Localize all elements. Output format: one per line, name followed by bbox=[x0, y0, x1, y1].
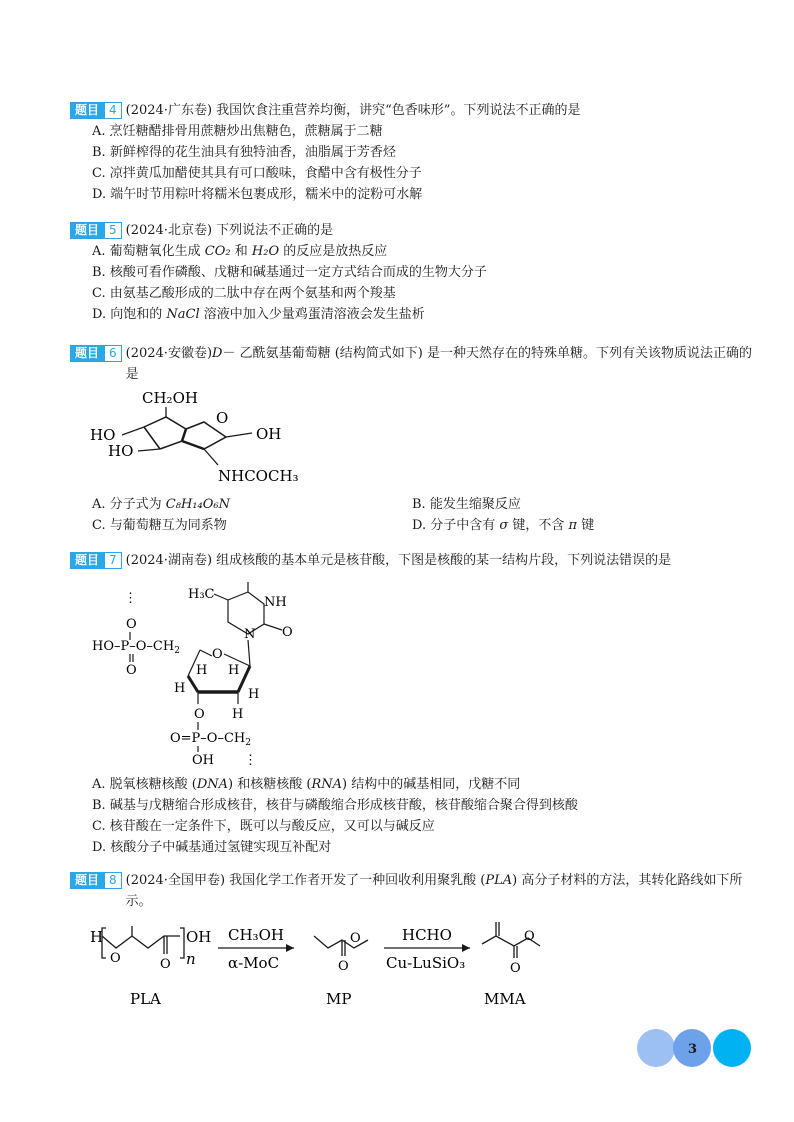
h-label: H bbox=[90, 928, 104, 946]
question-6 bbox=[70, 343, 760, 385]
o-label: O bbox=[126, 617, 137, 632]
o-label: O bbox=[350, 931, 361, 946]
dots-top: ⋮ bbox=[124, 591, 137, 606]
option-c: C. 由氨基乙酸形成的二肽中存在两个氨基和两个羧基 bbox=[92, 286, 396, 301]
o-label: O bbox=[524, 929, 535, 944]
bubble-dark bbox=[713, 1029, 751, 1067]
phosphate-label: $HO-P-O-CH_2$ bbox=[92, 639, 180, 656]
reagent-2: HCHO bbox=[402, 926, 452, 944]
h-label: H bbox=[248, 687, 260, 702]
bond-bold bbox=[188, 676, 198, 692]
ring-bond-bold bbox=[182, 441, 204, 449]
question-stem: (2024·广东卷) 我国饮食注重营养均衡，讲究“色香味形”。下列说法不正确的是 bbox=[125, 103, 581, 118]
option-b: B. 能发生缩聚反应 bbox=[412, 497, 521, 512]
nucleotide-structure bbox=[88, 578, 328, 770]
h3c-label: H₃C bbox=[188, 587, 215, 602]
nh-label: NH bbox=[264, 595, 287, 610]
question-stem: (2024·北京卷) 下列说法不正确的是 bbox=[125, 223, 334, 238]
option-c: C. 核苷酸在一定条件下，既可以与酸反应，又可以与碱反应 bbox=[92, 819, 435, 834]
question-badge: 题目 4 bbox=[70, 102, 122, 119]
n-label: N bbox=[244, 627, 256, 642]
reaction-scheme bbox=[88, 918, 578, 1010]
oh-label: OH bbox=[186, 928, 212, 946]
ho-bond bbox=[138, 449, 160, 451]
page-number-badge bbox=[636, 1028, 752, 1068]
option-d: D. 向饱和的 NaCl 溶液中加入少量鸡蛋清溶液会发生盐析 bbox=[92, 307, 425, 322]
h-label: H bbox=[228, 663, 240, 678]
nhcoch3-label: NHCOCH₃ bbox=[218, 467, 299, 485]
ring-o-label: O bbox=[212, 647, 223, 662]
bracket-left bbox=[102, 928, 106, 958]
bond bbox=[248, 640, 250, 666]
question-badge: 题目 5 bbox=[70, 222, 122, 239]
option-d: D. 端午时节用粽叶将糯米包裹成形，糯米中的淀粉可水解 bbox=[92, 187, 423, 202]
oh-label: OH bbox=[192, 753, 214, 768]
bubble-light bbox=[637, 1029, 675, 1067]
question-badge: 题目 6 bbox=[70, 345, 122, 362]
option-d: D. 核酸分子中碱基通过氢键实现互补配对 bbox=[92, 840, 332, 855]
question-7 bbox=[70, 550, 760, 571]
arrow-1-head bbox=[286, 944, 294, 952]
name-pla: PLA bbox=[130, 990, 161, 1008]
bracket-right bbox=[180, 928, 184, 958]
question-5 bbox=[70, 220, 760, 325]
option-b: B. 碱基与戊糖缩合形成核苷，核苷与磷酸缩合形成核苷酸，核苷酸缩合聚合得到核酸 bbox=[92, 798, 578, 813]
option-c: C. 凉拌黄瓜加醋使其具有可口酸味，食醋中含有极性分子 bbox=[92, 166, 422, 181]
option-a: A. 葡萄糖氧化生成 CO₂ 和 H₂O 的反应是放热反应 bbox=[92, 244, 388, 259]
nh-bond bbox=[204, 449, 218, 465]
n-label: n bbox=[186, 950, 196, 968]
question-stem: (2024·安徽卷)D－ 乙酰氨基葡萄糖 (结构简式如下) 是一种天然存在的特殊单糖。下列有关该物质说法正确的是 bbox=[125, 346, 753, 382]
name-mma: MMA bbox=[484, 990, 526, 1008]
option-b: B. 新鲜榨得的花生油具有独特油香，油脂属于芳香烃 bbox=[92, 145, 396, 160]
question-6-options bbox=[70, 494, 760, 536]
o-label: O bbox=[282, 625, 293, 640]
o-label: O bbox=[510, 961, 521, 976]
bond bbox=[214, 594, 228, 600]
o-label: O bbox=[338, 959, 349, 974]
question-stem: (2024·湖南卷) 组成核酸的基本单元是核苷酸，下图是核酸的某一结构片段，下列说法错误的是 bbox=[125, 553, 672, 568]
question-7-options bbox=[70, 774, 760, 858]
oh-bond bbox=[226, 433, 252, 437]
bond bbox=[200, 650, 212, 656]
ring-bond-bold bbox=[182, 429, 186, 441]
ring-o-label: O bbox=[216, 409, 229, 427]
ho-bond bbox=[122, 427, 144, 435]
dots-bottom: ⋮ bbox=[244, 753, 257, 768]
o-label: O bbox=[160, 957, 171, 972]
phosphate-label: $O=P-O-CH_2$ bbox=[170, 731, 251, 748]
question-stem: (2024·全国甲卷) 我国化学工作者开发了一种回收利用聚乳酸 (PLA) 高分子材料的方法，其转化路线如下所示。 bbox=[125, 873, 743, 909]
o-label: O bbox=[126, 663, 137, 678]
ho-label: HO bbox=[108, 442, 134, 460]
h-label: H bbox=[174, 681, 186, 696]
catalyst-2: Cu-LuSiO₃ bbox=[386, 954, 466, 972]
bond bbox=[264, 624, 282, 630]
h-label: H bbox=[196, 663, 208, 678]
question-badge: 题目 8 bbox=[70, 872, 122, 889]
question-badge: 题目 7 bbox=[70, 552, 122, 569]
h-label: H bbox=[232, 707, 244, 722]
question-4 bbox=[70, 100, 760, 205]
glucosamine-structure bbox=[86, 385, 326, 490]
o-label: O bbox=[110, 951, 121, 966]
pla-chain bbox=[102, 936, 180, 948]
reagent-1: CH₃OH bbox=[228, 926, 284, 944]
oh-label: OH bbox=[256, 425, 282, 443]
ch2oh-label: CH₂OH bbox=[142, 389, 198, 407]
option-a: A. 脱氧核糖核酸 (DNA) 和核糖核酸 (RNA) 结构中的碱基相同，戊糖不同 bbox=[92, 777, 521, 792]
catalyst-1: α-MoC bbox=[228, 954, 280, 972]
ho-label: HO bbox=[90, 426, 116, 444]
option-a: A. 烹饪糖醋排骨用蔗糖炒出焦糖色，蔗糖属于二糖 bbox=[92, 124, 383, 139]
option-c: C. 与葡萄糖互为同系物 bbox=[92, 518, 227, 533]
page-number: 3 bbox=[688, 1042, 698, 1057]
option-d: D. 分子中含有 σ 键，不含 π 键 bbox=[412, 518, 595, 533]
option-b: B. 核酸可看作磷酸、戊糖和碱基通过一定方式结合而成的生物大分子 bbox=[92, 265, 487, 280]
arrow-2-head bbox=[462, 944, 470, 952]
o-label: O bbox=[194, 707, 205, 722]
ring-bond bbox=[144, 427, 160, 449]
name-mp: MP bbox=[326, 990, 352, 1008]
option-a: A. 分子式为 C₈H₁₄O₆N bbox=[92, 497, 230, 512]
question-8 bbox=[70, 870, 760, 912]
